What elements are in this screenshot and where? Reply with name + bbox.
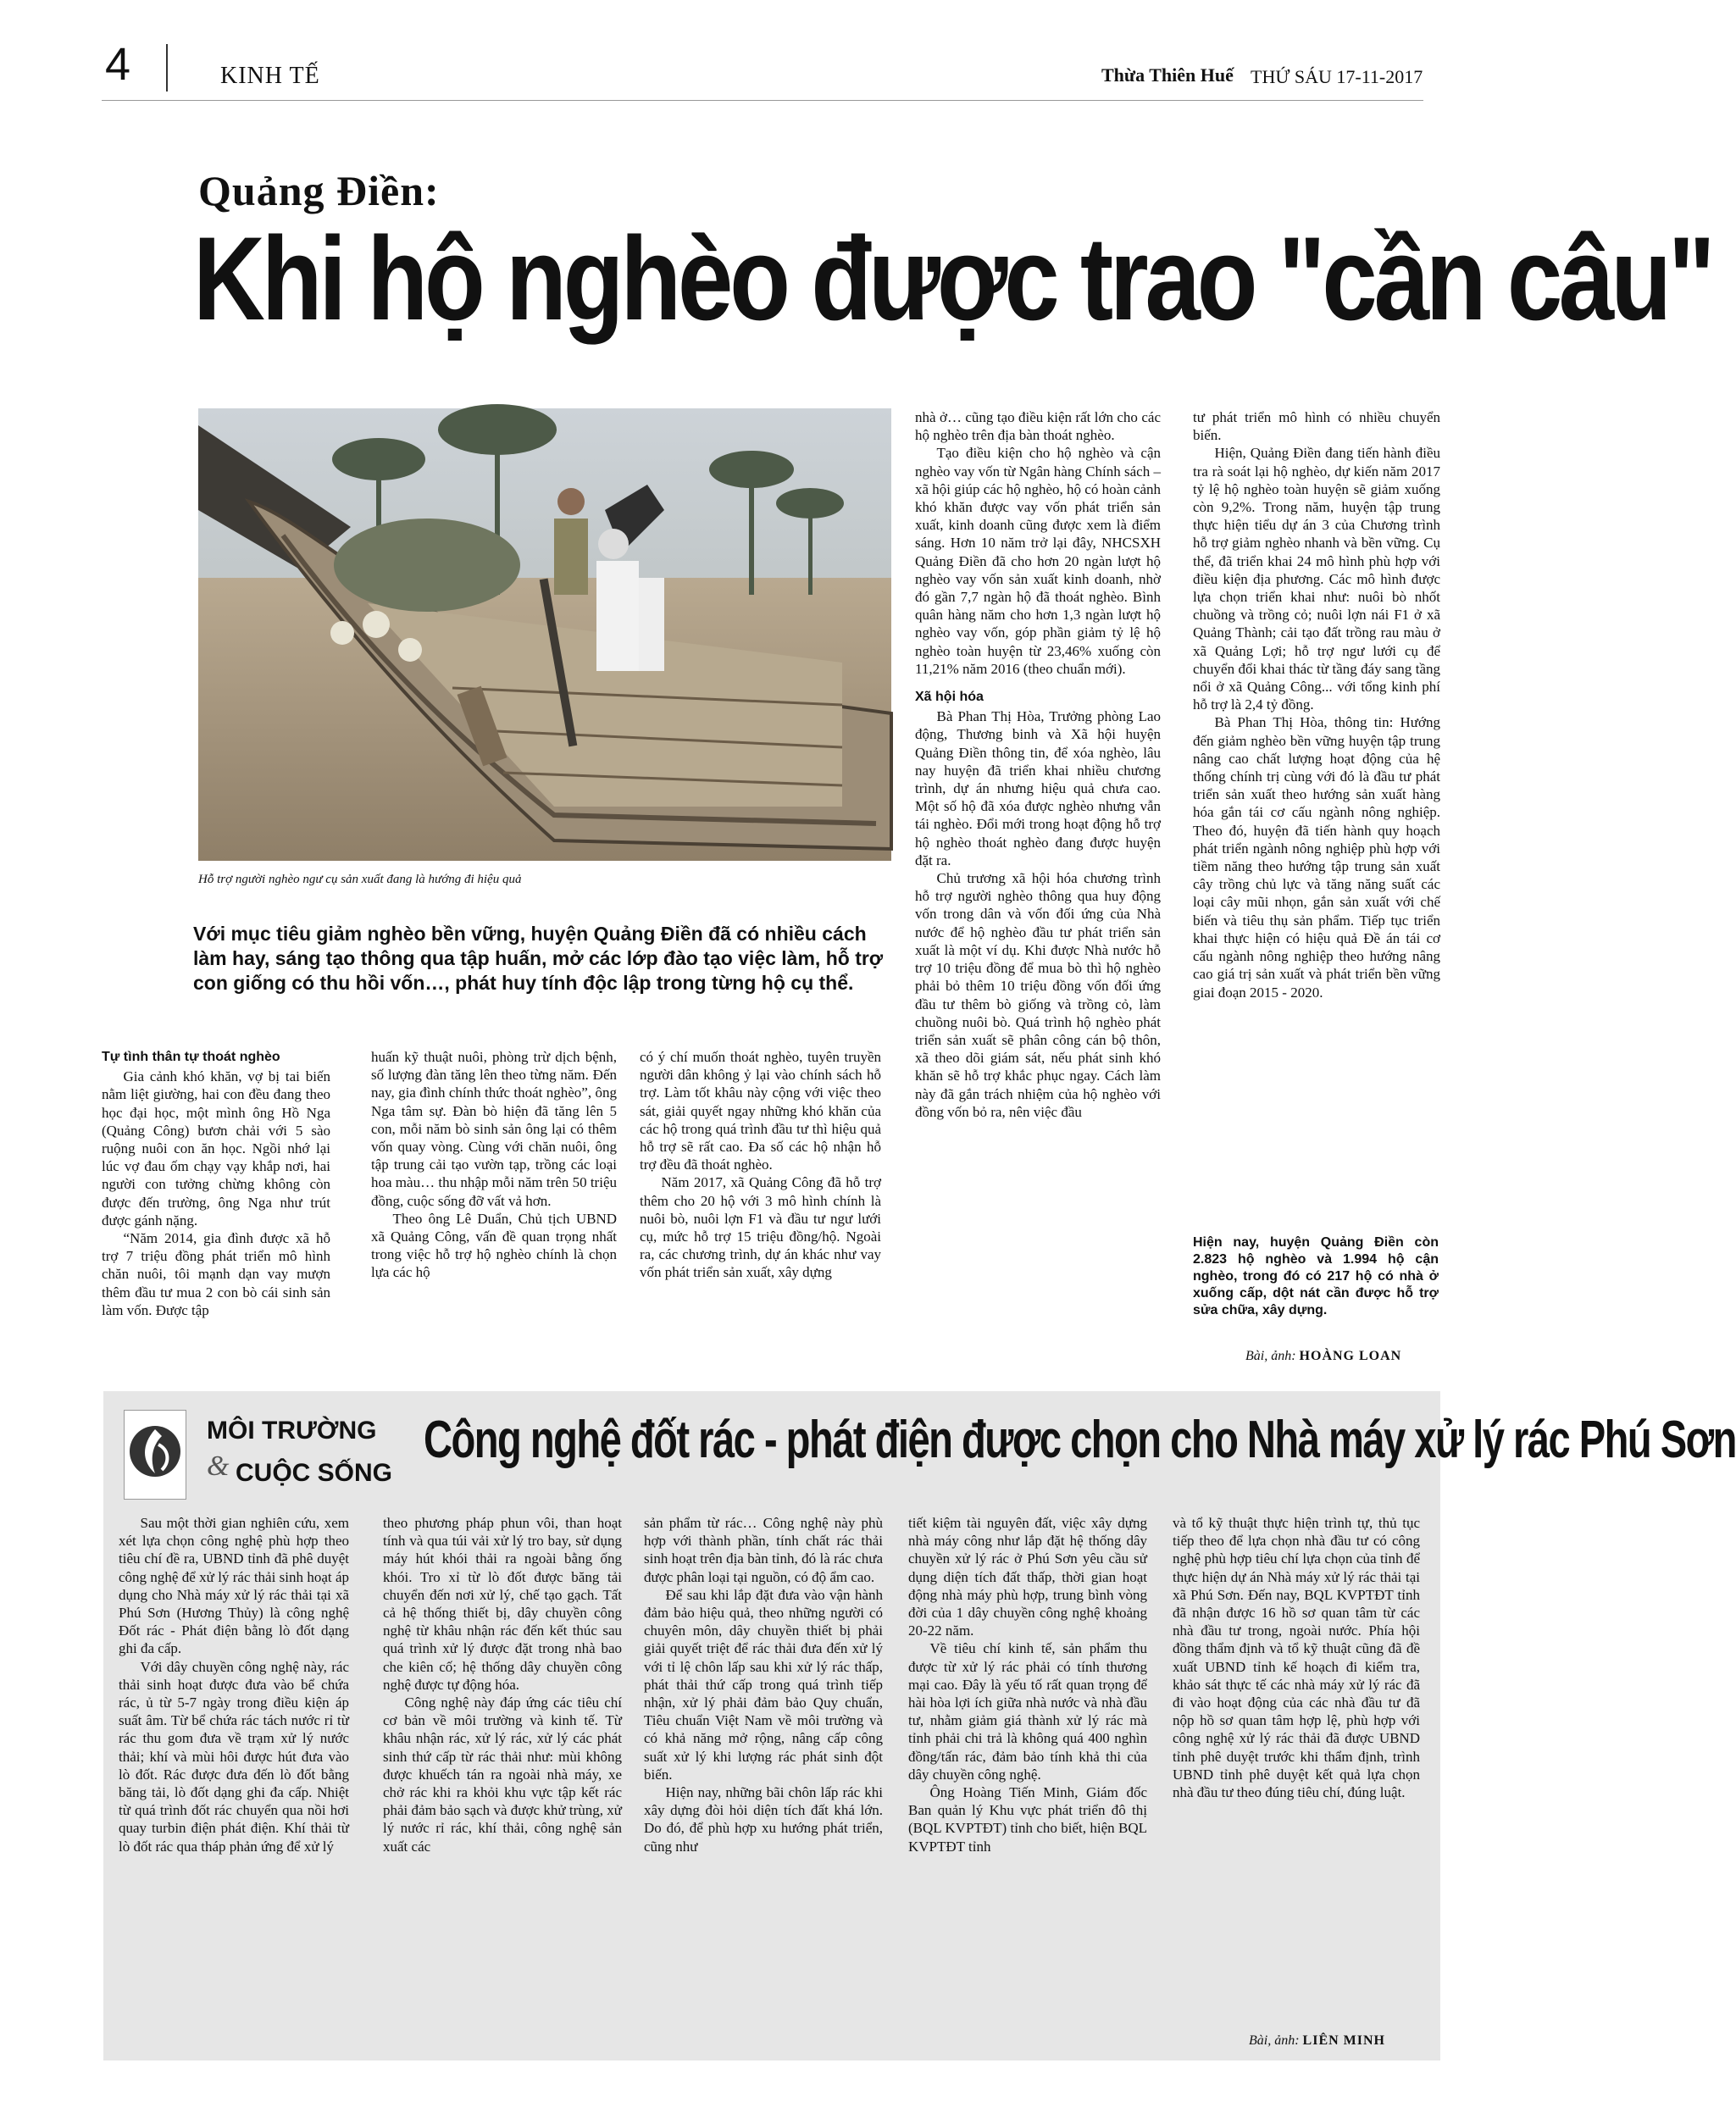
paragraph: Với dây chuyền công nghệ này, rác thải sinh hoạt được đưa vào bể chứa rác, ủ từ 5-7 ngày trong điều kiện áp suất âm. Từ bể chứa rác tách nước rỉ từ rác thu gom đưa về trạm xử lý nước thải; khí và mùi hôi được hút đưa vào lò đốt. Rác được đưa đến lò đốt bằng băng tải, lò đốt dạng ghi đa cấp. Nhiệt từ quá trình đốt rác chuyển qua nồi hơi quay turbin điện phát điện. Khí thải từ lò đốt rác qua tháp phản ứng để xử lý [119,1658,349,1855]
paragraph: Tạo điều kiện cho hộ nghèo và cận nghèo vay vốn từ Ngân hàng Chính sách – xã hội giúp các hộ nghèo, hộ có hoàn cảnh khó khăn được vay vốn phát triển sản xuất, kinh doanh cũng được xem là điểm sáng. Hơn 10 năm trở lại đây, NHCSXH Quảng Điền đã cho hơn 20 ngàn lượt hộ nghèo vay vốn sản xuất kinh doanh, nhờ đó gần 7,7 ngàn hộ đã thoát nghèo. Bình quân hàng năm cho hơn 1,3 ngàn lượt hộ nghèo vay vốn, góp phần giảm tỷ lệ hộ nghèo toàn huyện từ 23,46% xuống còn 11,21% năm 2016 (theo chuẩn mới). [915,445,1161,677]
paragraph: Năm 2017, xã Quảng Công đã hỗ trợ thêm cho 20 hộ với 3 mô hình chính là nuôi bò, nuôi lợn F1 và đầu tư ngư lưới cụ, mức hỗ trợ 15 triệu đồng/hộ. Ngoài ra, các chương trình, dự án khác như vay vốn phát triển sản xuất, xây dựng [640,1174,881,1281]
header-separator [166,44,168,92]
rubric-environment: MÔI TRƯỜNG [207,1417,377,1445]
article-kicker: Quảng Điền: [198,167,440,214]
byline-label: Bài, ảnh: [1249,2033,1300,2048]
environment-logo-icon [124,1410,186,1500]
article2-headline: Công nghệ đốt rác - phát điện được chọn cho Nhà máy xử lý rác Phú Sơn [424,1411,1736,1469]
issue-date: THỨ SÁU 17-11-2017 [1251,66,1423,87]
article1-column-2 [371,1048,617,1282]
fact-box: Hiện nay, huyện Quảng Điền còn 2.823 hộ nghèo và 1.994 hộ cận nghèo, trong đó có 217 hộ có nhà ở xuống cấp, dột nát cần được hỗ trợ sửa chữa, xây dựng. [1193,1235,1439,1317]
article2-column-3 [644,1514,883,1855]
paragraph: Bà Phan Thị Hòa, Trưởng phòng Lao động, Thương binh và Xã hội huyện Quảng Điền thông tin, để xóa nghèo, lâu nay huyện đã triển khai nhiều chương trình, dự án nhưng hiệu quả chưa cao. Một số hộ đã xóa được nghèo nhưng vẫn tái nghèo. Đổi mới trong hoạt động hỗ trợ hộ nghèo thoát nghèo đang được huyện đặt ra. [915,708,1161,868]
paragraph: Công nghệ này đáp ứng các tiêu chí cơ bản về môi trường và kinh tế. Từ khâu nhận rác, xử lý rác, xử lý các phát sinh thứ cấp từ rác thải như: mùi không được khuếch tán ra ngoài nhà máy, xe chở rác khi ra khỏi khu vực tập kết rác phải đảm bảo sạch và được khử trùng, xử lý nước rỉ rác, khí thải, công nghệ sản xuất các [383,1694,622,1855]
header-rule [102,100,1423,101]
paragraph: nhà ở… cũng tạo điều kiện rất lớn cho các hộ nghèo trên địa bàn thoát nghèo. [915,409,1161,444]
article2-column-5 [1173,1514,1420,1801]
rubric-life: CUỘC SỐNG [236,1459,393,1487]
paragraph: Hiện nay, những bãi chôn lấp rác khi xây dựng đòi hỏi diện tích đất khá lớn. Do đó, để phù hợp xu hướng phát triển, cũng như [644,1784,883,1855]
paragraph: Chủ trương xã hội hóa chương trình hỗ trợ người nghèo thông qua huy động vốn trong dân và vốn đối ứng của Nhà nước để hộ nghèo đầu tư phát triển sản xuất là một ví dụ. Khi được Nhà nước hỗ trợ 10 triệu đồng để mua bò thì hộ nghèo phải bỏ thêm 10 triệu đồng vốn đối ứng đầu tư thêm bò giống và trồng cỏ, làm chuồng nuôi bò. Quá trình hộ nghèo phát triển sản xuất sẽ phân công cán bộ thôn, xã theo dõi giám sát, nếu phát sinh khó khăn sẽ hỗ trợ khắc phục ngay. Cách làm này đã gắn trách nhiệm của hộ nghèo với đồng vốn bỏ ra, nên việc đầu [915,870,1161,1120]
paragraph: Theo ông Lê Duẩn, Chủ tịch UBND xã Quảng Công, vấn đề quan trọng nhất trong việc hỗ trợ hộ nghèo chính là chọn lựa các hộ [371,1210,617,1281]
article1-column-5 [1193,408,1440,1001]
article2-column-4 [908,1514,1147,1855]
paragraph: Về tiêu chí kinh tế, sản phẩm thu được từ xử lý rác phải có tính thương mại cao. Đây là yếu tố rất quan trọng để hài hòa lợi ích giữa nhà nước và nhà đầu tư, nhằm giảm giá thành xử lý rác mà tỉnh phải chi trả là không quá 400 nghìn đồng/tấn rác, đảm bảo tính khả thi của dây chuyền công nghệ. [908,1640,1147,1783]
article1-column-3 [640,1048,881,1282]
paragraph: sản phẩm từ rác… Công nghệ này phù hợp với thành phần, tính chất rác thải sinh hoạt trên địa bàn tỉnh, đó là rác chưa được phân loại tại nguồn, có độ ẩm cao. [644,1515,883,1585]
paragraph: Hiện, Quảng Điền đang tiến hành điều tra rà soát lại hộ nghèo, dự kiến năm 2017 tỷ lệ hộ nghèo toàn huyện sẽ giảm xuống còn 9,2%. Trong năm, huyện tập trung thực hiện tiểu dự án 3 của Chương trình hỗ trợ giảm nghèo nhanh và bền vững. Cụ thể, đã triển khai 24 mô hình phù hợp với điều kiện địa phương. Các mô hình được lựa chọn triển khai như: nuôi bò nhốt chuồng và trồng cỏ; nuôi lợn nái F1 ở xã Quảng Thành; cải tạo đất trồng rau màu ở xã Quảng Lợi; hỗ trợ ngư lưới cụ để chuyển đổi khai thác từ tầng đáy sang tầng nổi ở xã Quảng Công... với tổng kinh phí hỗ trợ là 2,4 tỷ đồng. [1193,445,1440,713]
paragraph: có ý chí muốn thoát nghèo, tuyên truyền người dân không ỷ lại vào chính sách hỗ trợ. Làm tốt khâu này cộng với việc theo sát, giải quyết ngay những khó khăn của các hộ trong quá trình đầu tư thì hiệu quả hỗ trợ sẽ rất cao. Đa số các hộ nhận hỗ trợ đều đã thoát nghèo. [640,1049,881,1173]
paragraph: Bà Phan Thị Hòa, thông tin: Hướng đến giảm nghèo bền vững huyện tập trung nâng cao chất lượng hoạt động của hệ thống chính trị cùng với đó là đầu tư phát triển sản xuất theo hướng sản xuất hàng hóa gắn tái cơ cấu ngành nông nghiệp. Theo đó, huyện đã tiến hành quy hoạch phát triển ngành nông nghiệp phù hợp với tiềm năng theo hướng tập trung sản xuất cây trồng chủ lực và tăng năng suất các loại cây mũi nhọn, gắn sản xuất với chế biến và tiêu thụ sản phẩm. Tiếp tục triển khai thực hiện có hiệu quả Đề án tái cơ cấu ngành nông nghiệp theo hướng nâng cao giá trị sản xuất và phát triển bền vững giai đoạn 2015 - 2020. [1193,714,1440,1001]
subheading: Xã hội hóa [915,690,984,705]
byline-author: HOÀNG LOAN [1299,1349,1402,1363]
boat-photo [198,408,891,861]
section-name: KINH TẾ [220,63,320,89]
article-lead: Với mục tiêu giảm nghèo bền vững, huyện Quảng Điền đã có nhiều cách làm hay, sáng tạo thông qua tập huấn, mở các lớp đào tạo việc làm, hỗ trợ con giống có thu hồi vốn…, phát huy tính độc lập trong từng hộ cụ thể. [193,923,884,994]
article-headline: Khi hộ nghèo được trao "cần câu" [193,212,1712,345]
byline [1249,2033,1385,2049]
paragraph: “Năm 2014, gia đình được xã hỗ trợ 7 triệu đồng phát triển mô hình chăn nuôi, tôi mạnh dạn vay mượn thêm đầu tư mua 2 con bò cái sinh sản làm vốn. Được tập [102,1230,330,1318]
newspaper-name: Thừa Thiên Huế [1101,64,1234,86]
paragraph: Sau một thời gian nghiên cứu, xem xét lựa chọn công nghệ phù hợp theo tiêu chí đề ra, UBND tỉnh đã phê duyệt công nghệ để xử lý rác thải sinh hoạt áp dụng cho Nhà máy xử lý rác thải tại xã Phú Sơn (Hương Thủy) là công nghệ Đốt rác - Phát điện bằng lò đốt dạng ghi đa cấp. [119,1515,349,1657]
byline-author: LIÊN MINH [1302,2033,1385,2048]
paragraph: tiết kiệm tài nguyên đất, việc xây dựng nhà máy công như lắp đặt hệ thống dây chuyền xử lý rác ở Phú Sơn yêu cầu sử dụng diện tích đất thấp, thời gian hoạt động nhà máy phù hợp, trung bình vòng đời của 1 dây chuyền công nghệ khoảng 20-22 năm. [908,1515,1147,1639]
article2-column-1 [119,1514,349,1855]
photo-caption: Hỗ trợ người nghèo ngư cụ sản xuất đang là hướng đi hiệu quả [198,873,522,886]
paragraph: tư phát triển mô hình có nhiều chuyển biến. [1193,409,1440,444]
paragraph: Gia cảnh khó khăn, vợ bị tai biến nằm liệt giường, hai con đều đang theo học đại học, một mình ông Hồ Nga (Quảng Công) bươn chải với 5 sào ruộng nuôi con ăn học. Ngồi nhớ lại lúc vợ đau ốm chạy vạy khắp nơi, hai người con tưởng chừng không còn được đến trường, ông Nga như trút được gánh nặng. [102,1068,330,1228]
paragraph: Để sau khi lắp đặt đưa vào vận hành đảm bảo hiệu quả, theo những người có chuyên môn, dây chuyền thiết bị phải giải quyết triệt để rác thải đưa đến xử lý với tỉ lệ chôn lấp sau khi xử lý rác thấp, phát thải thứ cấp trong quá trình tiếp nhận, xử lý phải đảm bảo Quy chuẩn, Tiêu chuẩn Việt Nam về môi trường và có khả năng mở rộng, nâng cấp công suất xử lý khi lượng rác phát sinh đột biến. [644,1586,883,1783]
byline [1245,1349,1401,1364]
byline-label: Bài, ảnh: [1245,1349,1296,1363]
article2-column-2 [383,1514,622,1855]
paragraph: Ông Hoàng Tiến Minh, Giám đốc Ban quản lý Khu vực phát triển đô thị (BQL KVPTĐT) tỉnh cho biết, hiện BQL KVPTĐT tỉnh [908,1784,1147,1855]
subheading: Tự tình thân tự thoát nghèo [102,1050,280,1064]
article1-column-1 [102,1048,330,1319]
article1-column-4 [915,408,1161,1121]
paragraph: và tổ kỹ thuật thực hiện trình tự, thủ tục tiếp theo để lựa chọn nhà đầu tư có công nghệ phù hợp tiêu chí lựa chọn của tỉnh để thực hiện dự án Nhà máy xử lý rác thải tại xã Phú Sơn. Đến nay, BQL KVPTĐT tỉnh đã nhận được 16 hồ sơ quan tâm từ các nhà đầu tư trong, ngoài nước. Phía hội đồng thẩm định và tổ kỹ thuật cũng đã đề xuất UBND tỉnh kế hoạch đi kiểm tra, khảo sát thực tế các nhà máy xử lý rác đã đi vào hoạt động của các nhà đầu tư đã nộp hồ sơ quan tâm hợp lệ, phù hợp với công nghệ xử lý rác thải đã được UBND tỉnh phê duyệt trước khi thẩm định, trình UBND tỉnh phê duyệt kết quả lựa chọn nhà đầu tư theo đúng tiêu chí, đúng luật. [1173,1515,1420,1801]
page-number: 4 [105,39,131,90]
rubric-ampersand: & [207,1450,230,1482]
paragraph: huấn kỹ thuật nuôi, phòng trừ dịch bệnh, số lượng đàn tăng lên theo từng năm. Đến nay, gia đình chính thức thoát nghèo”, ông Nga tâm sự. Đàn bò hiện đã tăng lên 5 con, mỗi năm bò sinh sản ông lại có thêm vốn quay vòng. Cùng với chăn nuôi, ông tập trung cải tạo vườn tạp, trồng các loại hoa màu… thu nhập mỗi năm trên 50 triệu đồng, cuộc sống đỡ vất vả hơn. [371,1049,617,1209]
paragraph: theo phương pháp phun vôi, than hoạt tính và qua túi vải xử lý tro bay, sử dụng máy hút khói thải ra ngoài bằng ống khói. Tro xỉ từ lò đốt được băng tải chuyển đến nơi xử lý, chế tạo gạch. Tất cả hệ thống thiết bị, dây chuyền công nghệ từ khâu nhận rác đến kết thúc sau quá trình xử lý được đặt trong nhà bao che kiên cố; hệ thống dây chuyền công nghệ được tự động hóa. [383,1515,622,1693]
